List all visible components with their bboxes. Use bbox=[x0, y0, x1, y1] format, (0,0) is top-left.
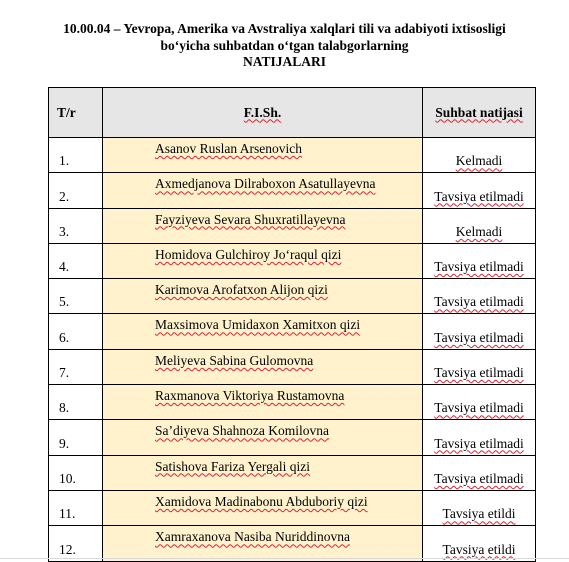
student-name bbox=[103, 208, 423, 243]
heading-line-2: bo‘yicha suhbatdan o‘tgan talabgorlarning bbox=[160, 37, 409, 53]
student-name-text: Xamidova Madinabonu Abduboriy qizi bbox=[155, 493, 368, 509]
interview-result-text: Tavsiya etilmadi bbox=[434, 470, 524, 486]
interview-result-text: Tavsiya etildi bbox=[442, 506, 516, 522]
interview-result-text: Tavsiya etilmadi bbox=[434, 329, 524, 345]
student-name-text: Meliyeva Sabina Gulomovna bbox=[155, 352, 314, 368]
table-row bbox=[49, 279, 536, 314]
student-name-text: Sa’diyeva Shahnoza Komilovna bbox=[155, 423, 329, 439]
student-name bbox=[103, 243, 423, 278]
student-name bbox=[103, 385, 423, 420]
row-number: 8. bbox=[49, 385, 103, 420]
interview-result bbox=[423, 314, 536, 349]
header-name bbox=[103, 88, 423, 138]
student-name-text: Fayziyeva Sevara Shuxratillayevna bbox=[155, 211, 346, 227]
interview-result bbox=[423, 349, 536, 384]
interview-result bbox=[423, 279, 536, 314]
interview-result-text: Tavsiya etilmadi bbox=[434, 365, 524, 381]
row-number: 11. bbox=[49, 490, 103, 525]
student-name bbox=[103, 420, 423, 455]
table-row bbox=[49, 314, 536, 349]
row-number: 12. bbox=[49, 526, 103, 561]
row-number: 9. bbox=[49, 420, 103, 455]
student-name bbox=[103, 173, 423, 208]
table-row bbox=[49, 208, 536, 243]
interview-result-text: Tavsiya etilmadi bbox=[434, 294, 524, 310]
row-number: 1. bbox=[49, 138, 103, 173]
student-name-text: Raxmanova Viktoriya Rustamovna bbox=[155, 388, 345, 404]
row-number: 5. bbox=[49, 279, 103, 314]
student-name-text: Karimova Arofatxon Alijon qizi bbox=[155, 282, 328, 298]
row-number: 6. bbox=[49, 314, 103, 349]
interview-result-text: Tavsiya etilmadi bbox=[434, 400, 524, 416]
table-row bbox=[49, 243, 536, 278]
table-row bbox=[49, 455, 536, 490]
header-name-label: F.I.Sh. bbox=[243, 104, 282, 120]
header-result bbox=[423, 88, 536, 138]
interview-result bbox=[423, 173, 536, 208]
header-result-label: Suhbat natijasi bbox=[435, 104, 523, 120]
student-name bbox=[103, 279, 423, 314]
table-row bbox=[49, 420, 536, 455]
interview-result-text: Kelmadi bbox=[455, 153, 503, 169]
interview-result bbox=[423, 138, 536, 173]
table-row bbox=[49, 138, 536, 173]
document-heading bbox=[0, 21, 569, 71]
interview-result bbox=[423, 385, 536, 420]
student-name bbox=[103, 314, 423, 349]
student-name bbox=[103, 526, 423, 561]
row-number: 7. bbox=[49, 349, 103, 384]
interview-result-text: Kelmadi bbox=[455, 223, 503, 239]
interview-result-text: Tavsiya etilmadi bbox=[434, 188, 524, 204]
row-number: 3. bbox=[49, 208, 103, 243]
table-header-row bbox=[49, 88, 536, 138]
heading-line-1: 10.00.04 – Yevropa, Amerika va Avstraliya xalqlari tili va adabiyoti ixtisosligi bbox=[63, 21, 506, 36]
interview-result bbox=[423, 526, 536, 561]
interview-result bbox=[423, 243, 536, 278]
student-name-text: Asanov Ruslan Arsenovich bbox=[155, 141, 302, 156]
student-name bbox=[103, 349, 423, 384]
interview-result-text: Tavsiya etildi bbox=[442, 541, 516, 557]
table-row bbox=[49, 349, 536, 384]
table-row bbox=[49, 490, 536, 525]
student-name bbox=[103, 138, 423, 173]
student-name-text: Maxsimova Umidaxon Xamitxon qizi bbox=[155, 317, 361, 333]
header-number: T/r bbox=[49, 88, 103, 138]
row-number: 2. bbox=[49, 173, 103, 208]
student-name-text: Axmedjanova Dilraboxon Asatullayevna bbox=[155, 176, 376, 192]
table-body bbox=[49, 138, 536, 562]
interview-result-text: Tavsiya etilmadi bbox=[434, 435, 524, 451]
row-number: 10. bbox=[49, 455, 103, 490]
student-name-text: Homidova Gulchiroy Jo‘raqul qizi bbox=[155, 246, 342, 262]
table-row bbox=[49, 526, 536, 561]
student-name-text: Xamraxanova Nasiba Nuriddinovna bbox=[155, 529, 350, 545]
interview-result bbox=[423, 420, 536, 455]
interview-result bbox=[423, 455, 536, 490]
row-number: 4. bbox=[49, 243, 103, 278]
interview-result-text: Tavsiya etilmadi bbox=[434, 259, 524, 275]
table-row bbox=[49, 173, 536, 208]
student-name-text: Satishova Fariza Yergali qizi bbox=[155, 458, 310, 474]
heading-line-3: NATIJALARI bbox=[242, 54, 326, 69]
page-edge-divider bbox=[0, 558, 569, 559]
interview-result bbox=[423, 208, 536, 243]
results-table bbox=[48, 87, 536, 562]
interview-result bbox=[423, 490, 536, 525]
student-name bbox=[103, 490, 423, 525]
table-row bbox=[49, 385, 536, 420]
student-name bbox=[103, 455, 423, 490]
